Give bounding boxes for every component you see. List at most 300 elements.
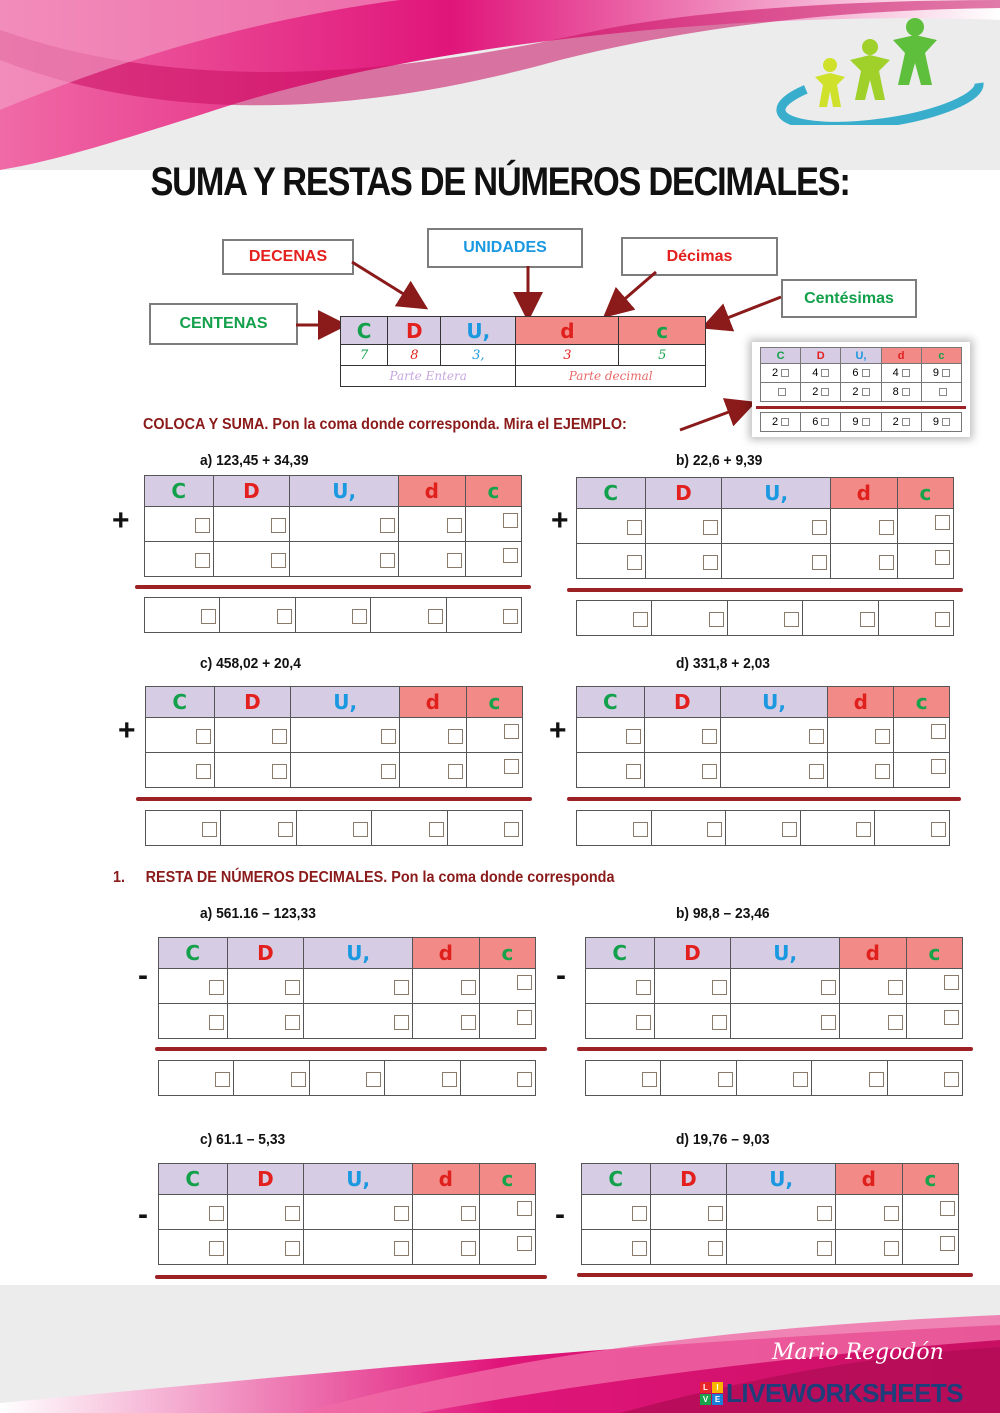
brand-badge [700, 1382, 723, 1405]
result-cell [372, 811, 447, 846]
answer-checkbox[interactable] [632, 1206, 647, 1221]
worked-example-rule [756, 406, 966, 409]
sum-problem-label: d) 331,8 + 2,03 [676, 655, 770, 672]
digit-cell [586, 969, 655, 1004]
digit-cell [146, 718, 215, 753]
badge-letter: I [712, 1382, 723, 1393]
answer-checkbox[interactable] [285, 980, 300, 995]
digit-cell [399, 753, 466, 788]
result-cell [309, 1061, 384, 1096]
header-decima: d [828, 687, 894, 718]
header-centesima: c [902, 1164, 958, 1195]
sum-result-row [576, 600, 954, 636]
answer-checkbox[interactable] [504, 759, 519, 774]
result-cell [220, 598, 295, 633]
answer-checkbox[interactable] [381, 729, 396, 744]
answer-checkbox[interactable] [291, 1072, 306, 1087]
answer-checkbox[interactable] [448, 729, 463, 744]
digit-cell [830, 544, 897, 579]
header-c: C [586, 938, 655, 969]
mini-checkbox [862, 418, 870, 426]
digit-cell [644, 753, 720, 788]
minus-sign: - [555, 1198, 565, 1231]
answer-checkbox[interactable] [642, 1072, 657, 1087]
sub-exercise-grid [158, 1163, 536, 1265]
answer-checkbox[interactable] [517, 1072, 532, 1087]
sum-exercise-grid [576, 686, 950, 788]
header-c: C [146, 687, 215, 718]
answer-checkbox[interactable] [503, 513, 518, 528]
digit-cell [159, 1195, 228, 1230]
digit-cell [906, 969, 962, 1004]
result-cell [887, 1061, 962, 1096]
header-centesima: c [479, 1164, 535, 1195]
answer-checkbox[interactable] [712, 980, 727, 995]
answer-checkbox[interactable] [517, 975, 532, 990]
answer-checkbox[interactable] [931, 822, 946, 837]
answer-checkbox[interactable] [944, 1010, 959, 1025]
sum-instruction: COLOCA Y SUMA. Pon la coma donde corresponda. Mira el EJEMPLO: [143, 416, 627, 433]
mini-digit: 2 [852, 386, 859, 398]
answer-checkbox[interactable] [380, 553, 395, 568]
answer-checkbox[interactable] [428, 609, 443, 624]
digit-cell [654, 1004, 731, 1039]
mini-checkbox [902, 418, 910, 426]
header-u: U, [290, 476, 398, 507]
answer-checkbox[interactable] [209, 1206, 224, 1221]
mini-result-digit: 9 [932, 416, 939, 428]
mini-checkbox [821, 369, 829, 377]
result-cell [446, 598, 521, 633]
mini-digit: 2 [772, 367, 779, 379]
answer-checkbox[interactable] [195, 518, 210, 533]
sum-exercise-grid [145, 686, 523, 788]
header-decima: d [830, 478, 897, 509]
answer-checkbox[interactable] [884, 1206, 899, 1221]
answer-checkbox[interactable] [633, 822, 648, 837]
header-d: D [388, 317, 441, 345]
digit-cell [654, 969, 731, 1004]
plus-sign: + [118, 714, 136, 747]
answer-checkbox[interactable] [394, 1015, 409, 1030]
answer-checkbox[interactable] [821, 1015, 836, 1030]
digit-cell [466, 753, 522, 788]
digit-cell [731, 969, 839, 1004]
answer-checkbox[interactable] [869, 1072, 884, 1087]
result-cell [586, 1061, 661, 1096]
worked-example-card [752, 342, 970, 437]
header-c: C [577, 478, 646, 509]
answer-checkbox[interactable] [935, 550, 950, 565]
answer-checkbox[interactable] [278, 822, 293, 837]
digit-cell [645, 509, 722, 544]
answer-checkbox[interactable] [793, 1072, 808, 1087]
example-digit: 5 [619, 345, 706, 366]
digit-cell [731, 1004, 839, 1039]
answer-checkbox[interactable] [271, 518, 286, 533]
result-cell [295, 598, 370, 633]
result-cell [878, 601, 953, 636]
answer-checkbox[interactable] [272, 764, 287, 779]
result-rule [155, 1047, 547, 1051]
answer-checkbox[interactable] [201, 609, 216, 624]
digit-cell [465, 542, 521, 577]
answer-checkbox[interactable] [196, 764, 211, 779]
label-decimas: Décimas [621, 237, 778, 276]
result-cell [234, 1061, 309, 1096]
answer-checkbox[interactable] [784, 612, 799, 627]
result-cell [577, 601, 652, 636]
answer-checkbox[interactable] [809, 729, 824, 744]
answer-checkbox[interactable] [503, 548, 518, 563]
answer-checkbox[interactable] [931, 759, 946, 774]
answer-checkbox[interactable] [817, 1206, 832, 1221]
digit-cell [412, 969, 479, 1004]
worked-example-result [760, 412, 962, 432]
result-cell [146, 811, 221, 846]
answer-checkbox[interactable] [448, 764, 463, 779]
answer-checkbox[interactable] [517, 1010, 532, 1025]
header-decima: d [839, 938, 906, 969]
answer-checkbox[interactable] [708, 1241, 723, 1256]
header-c: C [159, 1164, 228, 1195]
minus-sign: - [138, 959, 148, 992]
answer-checkbox[interactable] [202, 822, 217, 837]
digit-cell [412, 1195, 479, 1230]
digit-cell [577, 718, 645, 753]
answer-checkbox[interactable] [277, 609, 292, 624]
sub-instruction-text: RESTA DE NÚMEROS DECIMALES. Pon la coma donde corresponda [145, 869, 615, 886]
sub-problem-label: b) 98,8 – 23,46 [676, 905, 770, 922]
sum-exercise-grid [144, 475, 522, 577]
digit-cell [906, 1004, 962, 1039]
answer-checkbox[interactable] [935, 515, 950, 530]
answer-checkbox[interactable] [627, 555, 642, 570]
digit-cell [290, 507, 398, 542]
digit-cell [897, 509, 953, 544]
digit-cell [650, 1230, 727, 1265]
mini-checkbox [902, 369, 910, 377]
digit-cell [291, 718, 399, 753]
sum-exercise-grid [576, 477, 954, 579]
sum-problem-label: a) 123,45 + 34,39 [200, 452, 309, 469]
answer-checkbox[interactable] [821, 980, 836, 995]
worked-example-grid [760, 347, 962, 402]
header-d: D [213, 476, 290, 507]
answer-checkbox[interactable] [940, 1201, 955, 1216]
header-d: D [214, 687, 291, 718]
header-u: U, [727, 1164, 835, 1195]
answer-checkbox[interactable] [285, 1015, 300, 1030]
header-d: D [227, 1164, 304, 1195]
plus-sign: + [112, 504, 130, 537]
kids-logo [775, 15, 990, 125]
digit-cell [894, 718, 950, 753]
mini-checkbox [781, 369, 789, 377]
header-d: D [650, 1164, 727, 1195]
digit-cell [291, 753, 399, 788]
answer-checkbox[interactable] [504, 724, 519, 739]
digit-cell [727, 1195, 835, 1230]
answer-checkbox[interactable] [394, 1206, 409, 1221]
mini-header: c [921, 348, 961, 364]
sub-exercise-grid [585, 937, 963, 1039]
answer-checkbox[interactable] [812, 555, 827, 570]
answer-checkbox[interactable] [517, 1236, 532, 1251]
digit-cell [290, 542, 398, 577]
digit-cell [479, 969, 535, 1004]
digit-cell [146, 753, 215, 788]
result-cell [159, 1061, 234, 1096]
digit-cell [650, 1195, 727, 1230]
answer-checkbox[interactable] [429, 822, 444, 837]
sub-problem-label: c) 61.1 – 5,33 [200, 1131, 286, 1148]
header-u: U, [291, 687, 399, 718]
answer-checkbox[interactable] [209, 1241, 224, 1256]
digit-cell [722, 544, 830, 579]
minus-sign: - [556, 959, 566, 992]
answer-checkbox[interactable] [503, 609, 518, 624]
sub-problem-label: a) 561.16 – 123,33 [200, 905, 316, 922]
result-rule [136, 797, 532, 801]
digit-cell [304, 969, 412, 1004]
answer-checkbox[interactable] [707, 822, 722, 837]
result-cell [875, 811, 950, 846]
answer-checkbox[interactable] [935, 612, 950, 627]
header-u: U, [304, 938, 412, 969]
answer-checkbox[interactable] [352, 609, 367, 624]
header-c: C [341, 317, 388, 345]
liveworksheets-brand [700, 1378, 963, 1409]
answer-checkbox[interactable] [627, 520, 642, 535]
answer-checkbox[interactable] [195, 553, 210, 568]
answer-checkbox[interactable] [394, 1241, 409, 1256]
digit-cell [835, 1195, 902, 1230]
answer-checkbox[interactable] [447, 553, 462, 568]
digit-cell [479, 1230, 535, 1265]
answer-checkbox[interactable] [709, 612, 724, 627]
digit-cell [902, 1230, 958, 1265]
answer-checkbox[interactable] [812, 520, 827, 535]
digit-cell [214, 753, 291, 788]
answer-checkbox[interactable] [782, 822, 797, 837]
answer-checkbox[interactable] [879, 520, 894, 535]
mini-digit: 4 [892, 367, 899, 379]
digit-cell [304, 1004, 412, 1039]
answer-checkbox[interactable] [944, 975, 959, 990]
digit-cell [644, 718, 720, 753]
result-rule [567, 797, 961, 801]
answer-checkbox[interactable] [461, 1206, 476, 1221]
digit-cell [839, 969, 906, 1004]
header-centesima: c [465, 476, 521, 507]
integer-part-label: Parte Entera [341, 366, 516, 387]
header-d: D [654, 938, 731, 969]
mini-digit: 2 [812, 386, 819, 398]
mini-checkbox [781, 418, 789, 426]
digit-cell [304, 1195, 412, 1230]
answer-checkbox[interactable] [461, 1241, 476, 1256]
plus-sign: + [549, 714, 567, 747]
digit-cell [399, 718, 466, 753]
answer-checkbox[interactable] [272, 729, 287, 744]
answer-checkbox[interactable] [447, 518, 462, 533]
digit-cell [412, 1004, 479, 1039]
answer-checkbox[interactable] [809, 764, 824, 779]
header-c: C [145, 476, 214, 507]
header-u: U, [720, 687, 827, 718]
answer-checkbox[interactable] [875, 729, 890, 744]
result-cell [296, 811, 371, 846]
header-c: C [582, 1164, 651, 1195]
answer-checkbox[interactable] [285, 1206, 300, 1221]
digit-cell [645, 544, 722, 579]
sum-result-row [576, 810, 950, 846]
answer-checkbox[interactable] [209, 980, 224, 995]
mini-digit: 9 [932, 367, 939, 379]
example-digit: 3 [516, 345, 619, 366]
answer-checkbox[interactable] [632, 1241, 647, 1256]
mini-result-digit: 2 [772, 416, 779, 428]
answer-checkbox[interactable] [703, 520, 718, 535]
answer-checkbox[interactable] [380, 518, 395, 533]
answer-checkbox[interactable] [517, 1201, 532, 1216]
answer-checkbox[interactable] [884, 1241, 899, 1256]
digit-cell [830, 509, 897, 544]
answer-checkbox[interactable] [626, 729, 641, 744]
answer-checkbox[interactable] [636, 1015, 651, 1030]
mini-header: d [881, 348, 921, 364]
sub-instruction-number: 1. [113, 869, 126, 886]
mini-checkbox [862, 388, 870, 396]
answer-checkbox[interactable] [702, 764, 717, 779]
example-digit: 3, [441, 345, 516, 366]
header-u: U, [441, 317, 516, 345]
digit-cell [214, 718, 291, 753]
answer-checkbox[interactable] [931, 724, 946, 739]
answer-checkbox[interactable] [633, 612, 648, 627]
result-cell [726, 811, 801, 846]
result-cell [460, 1061, 535, 1096]
answer-checkbox[interactable] [504, 822, 519, 837]
answer-checkbox[interactable] [209, 1015, 224, 1030]
answer-checkbox[interactable] [703, 555, 718, 570]
digit-cell [839, 1004, 906, 1039]
mini-header: U, [841, 348, 881, 364]
answer-checkbox[interactable] [626, 764, 641, 779]
mini-result-digit: 6 [812, 416, 819, 428]
label-centesimas: Centésimas [781, 279, 917, 318]
answer-checkbox[interactable] [860, 612, 875, 627]
mini-checkbox [862, 369, 870, 377]
answer-checkbox[interactable] [817, 1241, 832, 1256]
answer-checkbox[interactable] [888, 1015, 903, 1030]
result-rule [577, 1273, 973, 1277]
result-cell [803, 601, 878, 636]
page-title: SUMA Y RESTAS DE NÚMEROS DECIMALES: [150, 160, 850, 204]
answer-checkbox[interactable] [944, 1072, 959, 1087]
digit-cell [159, 1230, 228, 1265]
answer-checkbox[interactable] [381, 764, 396, 779]
result-cell [812, 1061, 887, 1096]
answer-checkbox[interactable] [708, 1206, 723, 1221]
sum-result-row [145, 810, 523, 846]
mini-result-digit: 9 [852, 416, 859, 428]
answer-checkbox[interactable] [271, 553, 286, 568]
mini-checkbox [942, 418, 950, 426]
result-cell [661, 1061, 736, 1096]
digit-cell [582, 1230, 651, 1265]
header-decima: d [516, 317, 619, 345]
digit-cell [894, 753, 950, 788]
digit-cell [897, 544, 953, 579]
badge-letter: L [700, 1382, 711, 1393]
digit-cell [902, 1195, 958, 1230]
result-rule [155, 1275, 547, 1279]
answer-checkbox[interactable] [461, 1015, 476, 1030]
answer-checkbox[interactable] [712, 1015, 727, 1030]
sub-problem-label: d) 19,76 – 9,03 [676, 1131, 770, 1148]
sub-exercise-grid [158, 937, 536, 1039]
digit-cell [835, 1230, 902, 1265]
mini-header: C [761, 348, 801, 364]
answer-checkbox[interactable] [394, 980, 409, 995]
sub-exercise-grid [581, 1163, 959, 1265]
digit-cell [412, 1230, 479, 1265]
header-d: D [644, 687, 720, 718]
answer-checkbox[interactable] [888, 980, 903, 995]
result-cell [727, 601, 802, 636]
digit-cell [479, 1004, 535, 1039]
example-place-value-table [340, 316, 706, 387]
answer-checkbox[interactable] [196, 729, 211, 744]
digit-cell [727, 1230, 835, 1265]
answer-checkbox[interactable] [285, 1241, 300, 1256]
header-u: U, [722, 478, 830, 509]
answer-checkbox[interactable] [442, 1072, 457, 1087]
header-centesima: c [897, 478, 953, 509]
answer-checkbox[interactable] [353, 822, 368, 837]
label-unidades: UNIDADES [427, 228, 583, 268]
sub-instruction [113, 869, 614, 887]
digit-cell [828, 753, 894, 788]
answer-checkbox[interactable] [636, 980, 651, 995]
mini-checkbox [942, 369, 950, 377]
answer-checkbox[interactable] [366, 1072, 381, 1087]
digit-cell [227, 969, 304, 1004]
answer-checkbox[interactable] [940, 1236, 955, 1251]
answer-checkbox[interactable] [879, 555, 894, 570]
answer-checkbox[interactable] [215, 1072, 230, 1087]
sum-result-row [144, 597, 522, 633]
example-digit: 8 [388, 345, 441, 366]
header-c: C [159, 938, 228, 969]
header-u: U, [304, 1164, 412, 1195]
digit-cell [720, 753, 827, 788]
decimal-part-label: Parte decimal [516, 366, 706, 387]
answer-checkbox[interactable] [461, 980, 476, 995]
answer-checkbox[interactable] [718, 1072, 733, 1087]
answer-checkbox[interactable] [856, 822, 871, 837]
answer-checkbox[interactable] [875, 764, 890, 779]
plus-sign: + [551, 504, 569, 537]
answer-checkbox[interactable] [702, 729, 717, 744]
digit-cell [159, 1004, 228, 1039]
result-rule [135, 585, 531, 589]
header-d: D [227, 938, 304, 969]
mini-digit: 6 [852, 367, 859, 379]
header-decima: d [399, 687, 466, 718]
